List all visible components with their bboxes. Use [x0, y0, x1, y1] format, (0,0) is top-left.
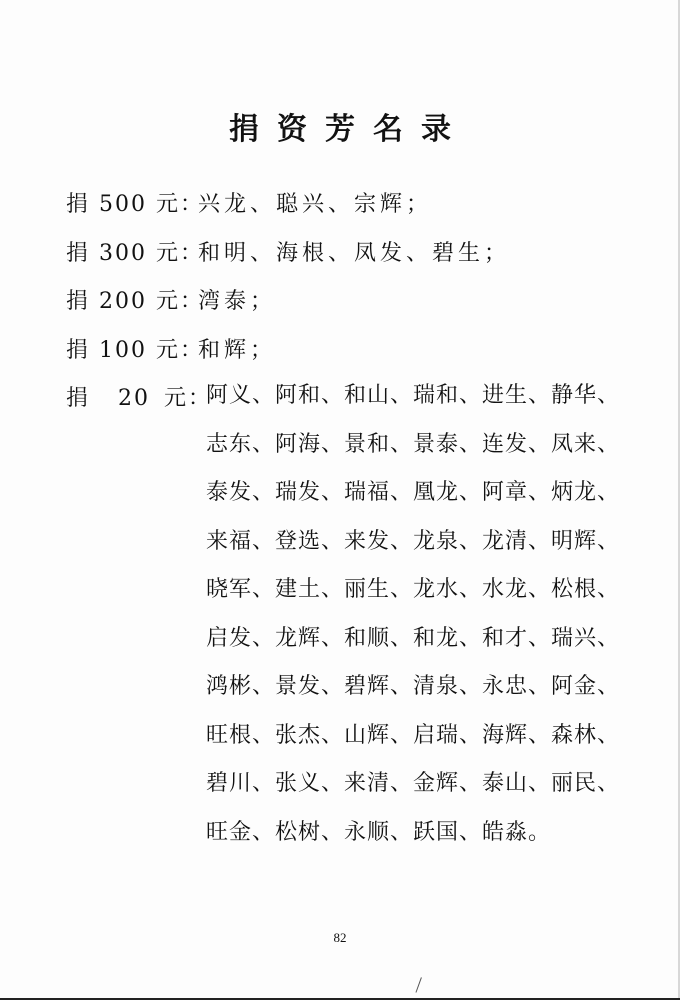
page-title: 捐资芳名录: [229, 112, 469, 147]
donor-names-line: 启发、龙辉、和顺、和龙、和才、瑞兴、: [206, 625, 621, 651]
donor-names-line: 鸿彬、景发、碧辉、清泉、永忠、阿金、: [206, 674, 621, 699]
donor-names: 湾泰；: [198, 288, 277, 314]
donor-names-line: 旺金、松树、永顺、跃国、皓淼。: [206, 819, 552, 845]
donation-amount-label: 捐 500 元：: [66, 191, 204, 217]
donor-names: 和辉；: [198, 337, 277, 363]
donor-names-line: 来福、登选、来发、龙泉、龙清、明辉、: [206, 528, 621, 554]
donor-names-20-list: [206, 372, 621, 857]
donor-names: 和明、海根、凤发、碧生；: [198, 240, 511, 266]
donor-names-line: 志东、阿海、景和、景泰、连发、凤来、: [206, 431, 621, 457]
donation-row-100: [66, 333, 276, 363]
label-amount: 20: [118, 386, 151, 411]
donation-amount-label-20: [66, 381, 212, 412]
donation-amount-label: 捐 100 元：: [66, 337, 204, 363]
donor-names-line: 泰发、瑞发、瑞福、凰龙、阿章、炳龙、: [206, 480, 621, 505]
donor-names-line: 阿义、阿和、和山、瑞和、进生、静华、: [206, 383, 621, 408]
donor-names: 兴龙、聪兴、宗辉；: [198, 191, 433, 217]
scan-pen-mark: [415, 977, 427, 994]
donation-row-200: [66, 284, 276, 314]
donation-amount-label: 捐 300 元：: [66, 240, 204, 266]
label-suffix: 元：: [164, 386, 213, 411]
page-number: 82: [333, 930, 347, 945]
donor-names-line: 碧川、张义、来清、金辉、泰山、丽民、: [206, 771, 621, 796]
donation-row-500: [66, 187, 432, 217]
donor-names-line: 晓军、建土、丽生、龙水、水龙、松根、: [206, 577, 621, 602]
donation-row-300: [66, 236, 510, 266]
donor-names-line: 旺根、张杰、山辉、启瑞、海辉、森林、: [206, 722, 621, 748]
label-prefix: 捐: [66, 386, 91, 411]
donation-amount-label: 捐 200 元：: [66, 288, 204, 314]
